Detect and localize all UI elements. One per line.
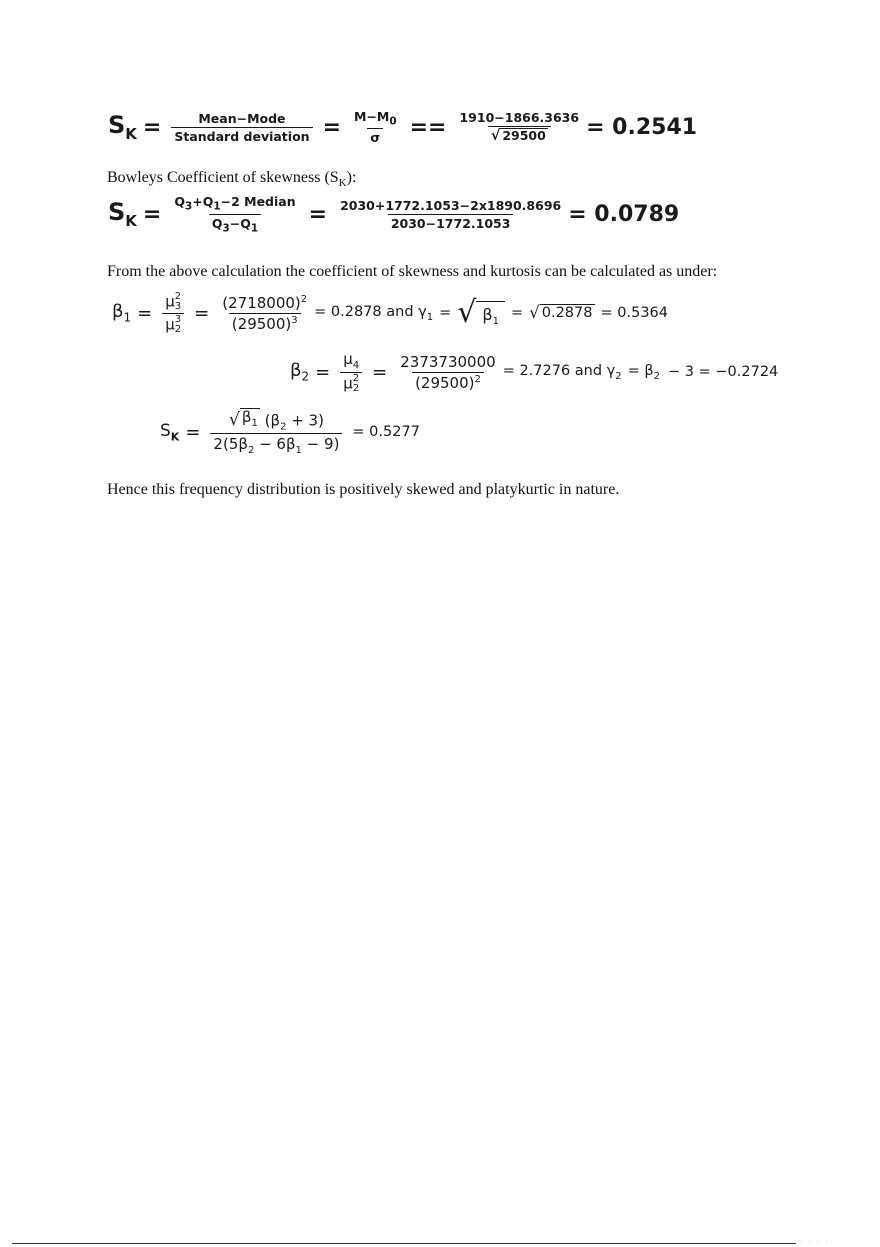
paragraph-calculation-intro: From the above calculation the coefficient of skewness and kurtosis can be calculated as under: xyxy=(107,263,718,280)
sqrt-symbol: √ 29500 xyxy=(490,128,546,145)
fraction-mu4-mu2: $\mu_4$ μ 2 2 xyxy=(340,350,362,394)
sk-symbol: $S_K$ xyxy=(108,111,137,143)
result-value: = 0.5364 xyxy=(600,305,668,321)
sk-symbol: $S_K$ xyxy=(160,420,180,444)
footer-mark: · · · · xyxy=(800,1238,830,1246)
fraction-mean-mode: $\frac{\text{Mean−Mode}}{\text{Standard deviation}}$ xyxy=(171,111,312,144)
equation-sk-moments: $S_K$ = √ $\beta_1$ $(\beta_2 + 3)$ $2(5\beta_2 - 6\beta_1 - 9)$ = 0.5277 xyxy=(160,407,420,457)
beta2-symbol: $\beta_2$ xyxy=(290,360,310,384)
result-value: − 3 = −0.2724 xyxy=(668,364,779,380)
result-value: = 0.0789 xyxy=(568,201,680,227)
footer-divider xyxy=(12,1243,796,1244)
equation-beta2-gamma2: $\beta_2$ = $\mu_4$ μ 2 2 = $\frac{2373730000}{(29500)^2}$ = 2.7276 and $\gamma_2$ = $\beta_2$ − 3 = −0.2724 xyxy=(290,350,779,394)
fraction-numeric: 1910−1866.3636 √ 29500 xyxy=(459,110,580,145)
fraction-numeric: $\frac{2373730000}{(29500)^2}$ xyxy=(400,352,496,392)
fraction-m-m0: $\frac{M-M_0}{\sigma}$ xyxy=(354,108,397,146)
result-value: = 0.5277 xyxy=(352,424,420,440)
sqrt-value: √ 0.2878 xyxy=(529,303,593,323)
equation-karl-pearson-skewness: $S_K$ = $\frac{\text{Mean−Mode}}{\text{Standard deviation}}$ = $\frac{M-M_0}{\sigma}$ == 1910−1866.3636 √ 29500 = 0.2541 xyxy=(108,108,698,146)
sqrt-beta1: √ $\beta_1$ xyxy=(228,407,258,431)
sk-symbol: $S_K$ xyxy=(108,198,137,230)
result-value: = 0.2541 xyxy=(586,114,698,140)
paragraph-conclusion: Hence this frequency distribution is positively skewed and platykurtic in nature. xyxy=(107,481,620,498)
mid-text: = 0.2878 and $\gamma_1$ xyxy=(314,303,434,323)
fraction-mu: μ 2 3 μ 3 2 xyxy=(162,292,184,335)
equation-bowley-skewness: $S_K$ = $\frac{Q_3+Q_1-2 Median}{Q_3-Q_1}$ = $\frac{2030+1772.1053-2x1890.8696}{2030-1772.1053}$ = 0.0789 xyxy=(108,194,680,234)
fraction-sk-moments: √ $\beta_1$ $(\beta_2 + 3)$ $2(5\beta_2 - 6\beta_1 - 9)$ xyxy=(210,408,342,456)
mid-text: = 2.7276 and $\gamma_2$ xyxy=(502,362,622,382)
fraction-numeric: $\frac{(2718000)^2}{(29500)^3}$ xyxy=(222,293,308,333)
beta1-symbol: $\beta_1$ xyxy=(112,301,132,325)
sqrt-beta1: √ $\beta_1$ xyxy=(457,298,505,328)
bowley-heading: Bowleys Coefficient of skewness $(S_K)$: xyxy=(107,169,357,190)
beta2-equals: = $\beta_2$ xyxy=(627,362,661,382)
fraction-quartiles: $\frac{Q_3+Q_1-2 Median}{Q_3-Q_1}$ xyxy=(174,194,296,234)
fraction-numeric: $\frac{2030+1772.1053-2x1890.8696}{2030-1772.1053}$ xyxy=(340,197,562,231)
equation-beta1-gamma1: $\beta_1$ = μ 2 3 μ 3 2 = $\frac{(2718000)^2}{(29500)^3}$ = 0.2878 and $\gamma_1$ = √ $\beta_1$ = √ 0.2878 = 0.5364 xyxy=(112,290,668,335)
